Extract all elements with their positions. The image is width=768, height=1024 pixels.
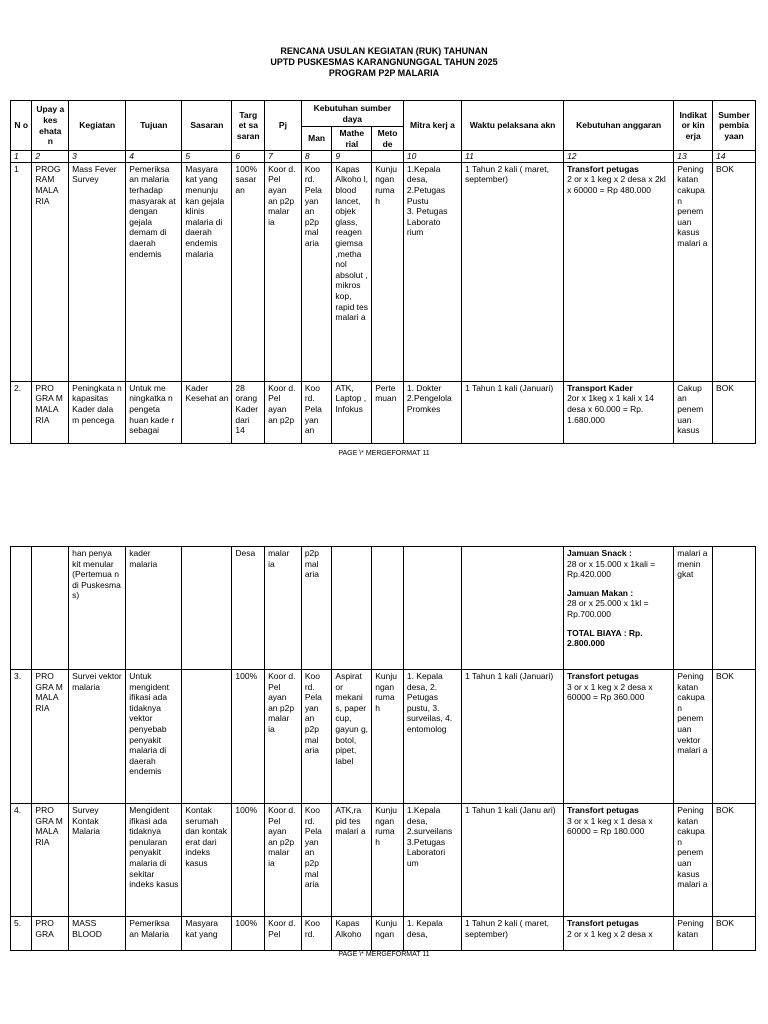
row-indikator: Pening katan cakupa n penem uan kasus malari a	[674, 804, 713, 917]
row-kegiatan: MASS BLOOD	[69, 917, 126, 951]
row-no	[11, 547, 32, 670]
row-man: Koo rd. Pela yan an p2p mal aria	[301, 804, 332, 917]
row-mitra	[403, 162, 461, 381]
row-man: Koo rd. Pela yan an	[301, 381, 332, 443]
col-number: 3	[69, 151, 126, 163]
row-waktu: 1 Tahun 1 kali (Januari)	[462, 670, 564, 804]
row-sumber: BOK	[713, 670, 756, 804]
row-kegiatan: Peningkata n kapasitas Kader dala m pencega	[69, 381, 126, 443]
row-man: p2p mal aria	[301, 547, 332, 670]
row-pj: malar ia	[265, 547, 302, 670]
row-sasaran	[182, 547, 232, 670]
row-no: 3.	[11, 670, 32, 804]
header-mitra: Mitra kerj a	[403, 101, 461, 151]
ruk-table-page-1	[10, 100, 756, 444]
anggaran-text: 2or x 1keg x 1 kali x 14 desa x 60.000 = Rp. 1.680.000	[567, 393, 654, 425]
row-mitra	[403, 917, 461, 951]
row-anggaran	[564, 670, 674, 804]
doc-title-line-3: PROGRAM P2P MALARIA	[328, 68, 440, 78]
row-material: ATK,ra pid tes malari a	[332, 804, 372, 917]
row-upaya: PRO GRA M MALA RIA	[32, 670, 69, 804]
mitra-item: 1.Kepala desa,	[406, 163, 441, 185]
table-row	[11, 917, 756, 951]
snack-title: Jamuan Snack :	[567, 548, 632, 558]
row-pj: Koor d. Pel	[265, 917, 302, 951]
row-tujuan: Mengident ifikasi ada tidaknya penularan penyakit malaria di sekitar indeks kasus	[126, 804, 182, 917]
row-kegiatan: Mass Fever Survey	[69, 162, 126, 381]
table-row	[11, 547, 756, 670]
table-row	[11, 162, 756, 381]
row-man: Koo rd. Pela yan an p2p mal aria	[301, 162, 332, 381]
header-upaya: Upay a kes ehata n	[32, 101, 69, 151]
row-tujuan: Untuk me ningkatka n pengeta huan kade r sebagai	[126, 381, 182, 443]
mitra-item: 3. Petugas Laborato rium	[406, 206, 448, 238]
row-no: 4.	[11, 804, 32, 917]
header-kebutuhan: Kebutuhan sumber daya	[301, 101, 403, 127]
row-pj: Koor d. Pel ayan an p2p malar ia	[265, 804, 302, 917]
header-waktu: Waktu pelaksana akn	[462, 101, 564, 151]
col-number: 2	[32, 151, 69, 163]
row-no: 5.	[11, 917, 32, 951]
doc-title-line-1: RENCANA USULAN KEGIATAN (RUK) TAHUNAN	[280, 46, 488, 56]
row-no: 2.	[11, 381, 32, 443]
anggaran-text: 3 or x 1 keg x 1 desa x 60000 = Rp 180.000	[567, 815, 653, 837]
row-waktu: 1 Tahun 2 kali ( maret, september)	[462, 917, 564, 951]
row-tujuan: Untuk mengident ifikasi ada tidaknya vektor penyebab penyakit malaria di daerah endemis	[126, 670, 182, 804]
row-waktu: 1 Tahun 2 kali ( maret, september)	[462, 162, 564, 381]
col-number: 11	[462, 151, 564, 163]
header-tujuan: Tujuan	[126, 101, 182, 151]
row-pj: Koor d. Pel ayan an p2p malar ia	[265, 162, 302, 381]
row-sumber	[713, 547, 756, 670]
row-target: 100%	[232, 917, 265, 951]
row-target: 28 orang Kader dari 14	[232, 381, 265, 443]
row-mitra	[403, 547, 461, 670]
col-number: 8	[301, 151, 332, 163]
row-upaya: PRO GRA M MALA RIA	[32, 804, 69, 917]
row-sumber: BOK	[713, 162, 756, 381]
col-number: 6	[232, 151, 265, 163]
anggaran-title: Transfort petugas	[567, 918, 639, 928]
col-number: 7	[265, 151, 302, 163]
row-kegiatan: han penya kit menular (Pertemua n di Puskesma s)	[69, 547, 126, 670]
row-tujuan: kader malaria	[126, 547, 182, 670]
row-no: 1	[11, 162, 32, 381]
page-footer: PAGE \* MERGEFORMAT 11	[338, 951, 430, 958]
table-row	[11, 670, 756, 804]
mitra-item: 1.Kepala desa,	[406, 805, 441, 826]
row-target: 100% sasar an	[232, 162, 265, 381]
header-target: Targ et sa saran	[232, 101, 265, 151]
row-upaya: PROG RAM MALA RIA	[32, 162, 69, 381]
header-kegiatan: Kegiatan	[69, 101, 126, 151]
row-target: 100%	[232, 804, 265, 917]
col-number: 12	[564, 151, 674, 163]
mitra-item: 2.surveilans	[406, 826, 453, 837]
header-sasaran: Sasaran	[182, 101, 232, 151]
mitra-item: 2.Petugas Pustu	[406, 184, 446, 206]
row-metode: Kunju ngan	[372, 917, 404, 951]
row-target: Desa	[232, 547, 265, 670]
row-tujuan: Pemeriksa an malaria terhadap masyarak at dengan gejala demam di daerah endemis	[126, 162, 182, 381]
row-tujuan: Pemeriksa an Malaria	[126, 917, 182, 951]
mitra-item: 2.Pengelola Promkes	[406, 393, 452, 414]
makan-text: 28 or x 25.000 x 1kl = Rp.700.000	[567, 598, 649, 619]
row-kegiatan: Survey Kontak Malaria	[69, 804, 126, 917]
row-anggaran	[564, 917, 674, 951]
row-metode: Kunju ngan ruma h	[372, 670, 404, 804]
row-metode: Kunju ngan ruma h	[372, 162, 404, 381]
row-material: Kapas Alkoho	[332, 917, 372, 951]
header-no: N o	[11, 101, 32, 151]
col-number: 4	[126, 151, 182, 163]
row-waktu: 1 Tahun 1 kali (Januari)	[462, 381, 564, 443]
row-anggaran	[564, 162, 674, 381]
row-pj: Koor d. Pel ayan an p2p malar ia	[265, 670, 302, 804]
row-mitra	[403, 381, 461, 443]
header-man: Man	[301, 127, 332, 151]
row-material: Kapas Alkoho l, blood lancet, objek glass, reagen giemsa ,metha nol absolut , mikros kop, rapid tes malari a	[332, 162, 372, 381]
anggaran-text: 2 or x 1 keg x 2 desa x	[567, 928, 653, 939]
header-pj: Pj	[265, 101, 302, 151]
row-anggaran	[564, 547, 674, 670]
col-number: 5	[182, 151, 232, 163]
anggaran-title: Transfort petugas	[567, 671, 639, 681]
header-anggaran: Kebutuhan anggaran	[564, 101, 674, 151]
mitra-item: 1. Dokter	[406, 382, 442, 393]
row-mitra	[403, 804, 461, 917]
row-indikator: Pening katan	[674, 917, 713, 951]
col-number: 1	[11, 151, 32, 163]
header-indikator: Indikat or kin erja	[674, 101, 713, 151]
doc-title-line-2: UPTD PUSKESMAS KARANGNUNGGAL TAHUN 2025	[270, 57, 498, 67]
row-material: ATK, Laptop , Infokus	[332, 381, 372, 443]
anggaran-title: Transfort petugas	[567, 163, 639, 174]
row-anggaran	[564, 804, 674, 917]
page-footer: PAGE \* MERGEFORMAT 11	[338, 450, 430, 457]
total-biaya: TOTAL BIAYA : Rp. 2.800.000	[567, 627, 643, 649]
row-metode	[372, 547, 404, 670]
table-row	[11, 804, 756, 917]
row-indikator: Cakup an penem uan kasus	[674, 381, 713, 443]
header-metode: Meto de	[372, 127, 404, 151]
ruk-table-page-2	[10, 546, 756, 951]
row-mitra	[403, 670, 461, 804]
anggaran-title: Transfort petugas	[567, 805, 639, 815]
anggaran-text: 2 or x 1 keg x 2 desa x 2kl x 60000 = Rp 480.000	[567, 174, 666, 195]
row-sumber: BOK	[713, 917, 756, 951]
snack-text: 28 or x 15.000 x 1kali = Rp.420.000	[567, 558, 656, 580]
row-pj: Koor d. Pel ayan an p2p	[265, 381, 302, 443]
col-number: 9	[332, 151, 372, 163]
row-material: Aspirat or mekani s, paper cup, gayun g, botol, pipet, label	[332, 670, 372, 804]
mitra-item: 1. Kepala desa,	[406, 918, 443, 939]
col-number: 13	[674, 151, 713, 163]
anggaran-title: Transport Kader	[567, 382, 633, 393]
row-sumber: BOK	[713, 804, 756, 917]
row-material	[332, 547, 372, 670]
row-waktu	[462, 547, 564, 670]
row-sasaran	[182, 670, 232, 804]
row-upaya	[32, 547, 69, 670]
header-material: Mathe rial	[332, 127, 372, 151]
row-anggaran	[564, 381, 674, 443]
header-sumber: Sumber pembia yaan	[713, 101, 756, 151]
row-sasaran: Kontak serumah dan kontak erat dari indeks kasus	[182, 804, 232, 917]
col-number: 14	[713, 151, 756, 163]
row-metode: Kunju ngan ruma h	[372, 804, 404, 917]
column-number-row	[11, 151, 756, 163]
row-man: Koo rd. Pela yan an p2p mal aria	[301, 670, 332, 804]
row-man: Koo rd.	[301, 917, 332, 951]
col-number	[372, 151, 404, 163]
row-upaya: PRO GRA M MALA RIA	[32, 381, 69, 443]
row-upaya: PRO GRA	[32, 917, 69, 951]
row-kegiatan: Survei vektor malaria	[69, 670, 126, 804]
row-indikator: malari a menin gkat	[674, 547, 713, 670]
mitra-item: 1. Kepala desa, 2. Petugas pustu, 3. surveilas, 4. entomolog	[406, 671, 453, 734]
table-row	[11, 381, 756, 443]
mitra-item: 3.Petugas Laboratori um	[406, 836, 446, 868]
anggaran-text: 3 or x 1 keg x 2 desa x 60000 = Rp 360.000	[567, 681, 653, 703]
row-sasaran: Masyara kat yang	[182, 917, 232, 951]
row-target: 100%	[232, 670, 265, 804]
row-sasaran: Kader Kesehat an	[182, 381, 232, 443]
row-sumber: BOK	[713, 381, 756, 443]
row-sasaran: Masyara kat yang menunju kan gejala klinis malaria di daerah endemis malaria	[182, 162, 232, 381]
row-metode: Perte muan	[372, 381, 404, 443]
makan-title: Jamuan Makan :	[567, 587, 634, 598]
row-waktu: 1 Tahun 1 kali (Janu ari)	[462, 804, 564, 917]
col-number: 10	[403, 151, 461, 163]
row-indikator: Pening katan cakupa n penem uan vektor malari a	[674, 670, 713, 804]
row-indikator: Pening katan cakupa n penem uan kasus malari a	[674, 162, 713, 381]
